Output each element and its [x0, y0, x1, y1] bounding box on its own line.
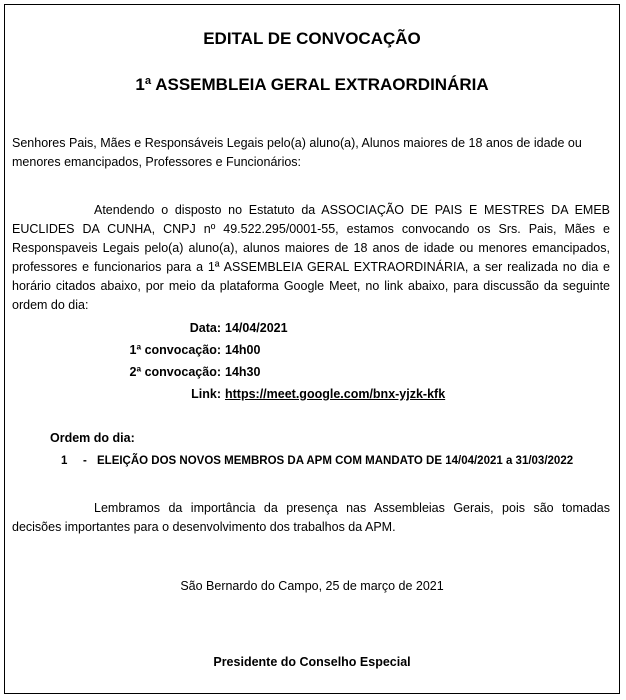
agenda-item-number: 1 — [61, 455, 68, 467]
first-call-label: 1ª convocação: — [129, 343, 221, 357]
agenda-item — [61, 455, 573, 467]
document-page — [4, 4, 620, 694]
date-label: Data: — [189, 321, 221, 335]
signature-line: Presidente do Conselho Especial — [213, 655, 411, 669]
first-call-row — [5, 343, 621, 363]
first-call-value: 14h00 — [225, 343, 261, 357]
document-subtitle: 1ª ASSEMBLEIA GERAL EXTRAORDINÁRIA — [135, 75, 489, 94]
date-row — [5, 321, 621, 341]
second-call-label: 2ª convocação: — [129, 365, 221, 379]
reminder-paragraph: Lembramos da importância da presença nas Assembleias Gerais, pois são tomadas decisões importantes para o desenvolvimento dos trabalhos da APM. — [12, 501, 610, 534]
date-value: 14/04/2021 — [225, 321, 288, 335]
agenda-item-text: ELEIÇÃO DOS NOVOS MEMBROS DA APM COM MANDATO DE 14/04/2021 a 31/03/2022 — [97, 455, 574, 467]
agenda-heading: Ordem do dia: — [50, 431, 135, 445]
document-title: EDITAL DE CONVOCAÇÃO — [203, 29, 421, 48]
agenda-item-dash: - — [83, 455, 87, 467]
link-row — [5, 387, 621, 407]
second-call-value: 14h30 — [225, 365, 261, 379]
body-paragraph: Atendendo o disposto no Estatuto da ASSOCIAÇÃO DE PAIS E MESTRES DA EMEB EUCLIDES DA CUNHA, CNPJ nº 49.522.295/0001-55, estamos convocando os Srs. Pais, Mães e Responspaveis Legais pelo(a) aluno(a), alunos maiores de 18 anos de idade ou menores emancipados, professores e funcionarios para a 1ª ASSEMBLEIA GERAL EXTRAORDINÁRIA, a ser realizada no dia e horário citados abaixo, por meio da plataforma Google Meet, no link abaixo, para discussão da seguinte ordem do dia: — [12, 203, 610, 312]
second-call-row — [5, 365, 621, 385]
link-label: Link: — [191, 387, 221, 401]
place-date: São Bernardo do Campo, 25 de março de 2021 — [180, 579, 444, 593]
meet-link[interactable]: https://meet.google.com/bnx-yjzk-kfk — [225, 387, 446, 401]
greeting-paragraph: Senhores Pais, Mães e Responsáveis Legais pelo(a) aluno(a), Alunos maiores de 18 anos de idade ou menores emancipados, Professores e Funcionários: — [12, 136, 582, 169]
